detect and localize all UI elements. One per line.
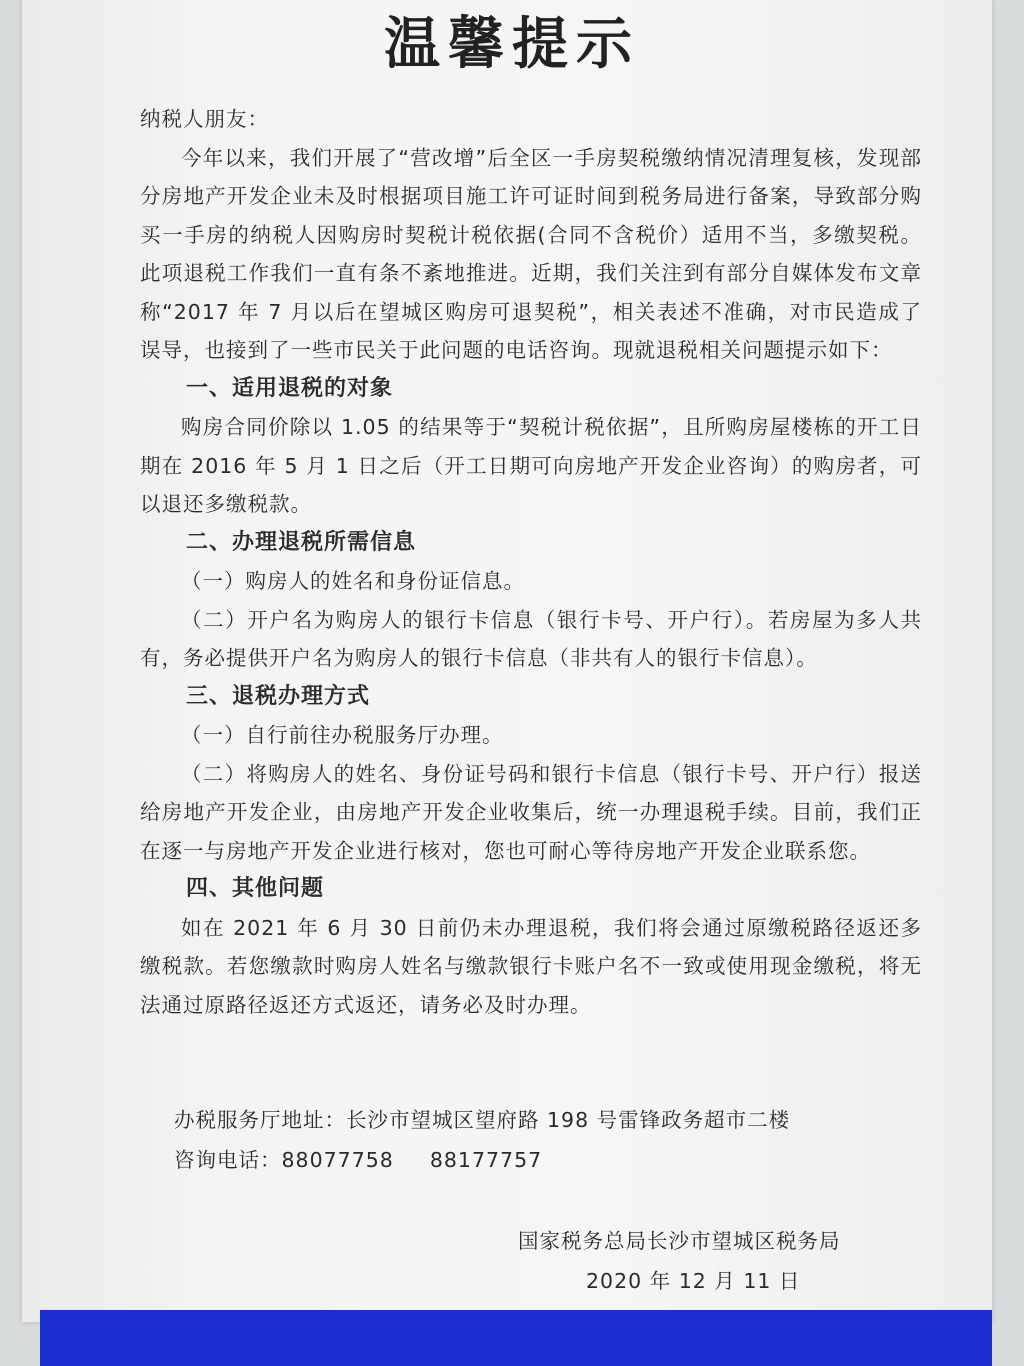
office-address: 办税服务厅地址：长沙市望城区望府路 198 号雷锋政务超市二楼	[174, 1108, 791, 1132]
section-3-paragraph-2: （二）将购房人的姓名、身份证号码和银行卡信息（银行卡号、开户行）报送给房地产开发企业，由房地产开发企业收集后，统一办理退税手续。目前，我们正在逐一与房地产开发企业进行核对，您也可耐心等待房地产开发企业联系您。	[140, 761, 922, 863]
issuing-authority: 国家税务总局长沙市望城区税务局	[518, 1229, 841, 1253]
section-2-paragraph-2: （二）开户名为购房人的银行卡信息（银行卡号、开户行）。若房屋为多人共有，务必提供开户名为购房人的银行卡信息（非共有人的银行卡信息）。	[140, 607, 922, 670]
phone-number-1: 88077758	[281, 1148, 394, 1172]
section-heading-3: 三、退税办理方式	[186, 683, 371, 709]
blue-desk-strip	[40, 1310, 992, 1366]
issue-date: 2020 年 12 月 11 日	[586, 1269, 801, 1293]
greeting: 纳税人朋友：	[140, 107, 269, 131]
section-heading-1: 一、适用退税的对象	[186, 375, 394, 401]
intro-paragraph: 今年以来，我们开展了“营改增”后全区一手房契税缴纳情况清理复核，发现部分房地产开发企业未及时根据项目施工许可证时间到税务局进行备案，导致部分购买一手房的纳税人因购房时契税计税依据(合同不含税价）适用不当，多缴契税。此项退税工作我们一直有条不紊地推进。近期，我们关注到有部分自媒体发布文章称“2017 年 7 月以后在望城区购房可退契税”，相关表述不准确，对市民造成了误导，也接到了一些市民关于此问题的电话咨询。现就退税相关问题提示如下：	[140, 145, 922, 362]
section-heading-4: 四、其他问题	[186, 876, 325, 901]
phone-number-2: 88177757	[429, 1148, 543, 1172]
notice-body	[140, 100, 922, 1024]
section-1-paragraph-1: 购房合同价除以 1.05 的结果等于“契税计税依据”，且所购房屋楼栋的开工日期在 2016 年 5 月 1 日之后（开工日期可向房地产开发企业咨询）的购房者，可以退还多缴税款。	[140, 415, 922, 516]
section-4-paragraph-1: 如在 2021 年 6 月 30 日前仍未办理退税，我们将会通过原缴税路径返还多缴税款。若您缴款时购房人姓名与缴款银行卡账户名不一致或使用现金缴税，将无法通过原路径返还方式返还，请务必及时办理。	[140, 915, 922, 1017]
notice-title: 温馨提示	[384, 11, 640, 77]
section-2-paragraph-1: （一）购房人的姓名和身份证信息。	[181, 569, 525, 593]
consult-phone-line	[174, 1143, 542, 1173]
section-heading-2: 二、办理退税所需信息	[186, 529, 417, 555]
phone-label: 咨询电话：	[174, 1148, 282, 1172]
section-3-paragraph-1: （一）自行前往办税服务厅办理。	[181, 723, 504, 747]
